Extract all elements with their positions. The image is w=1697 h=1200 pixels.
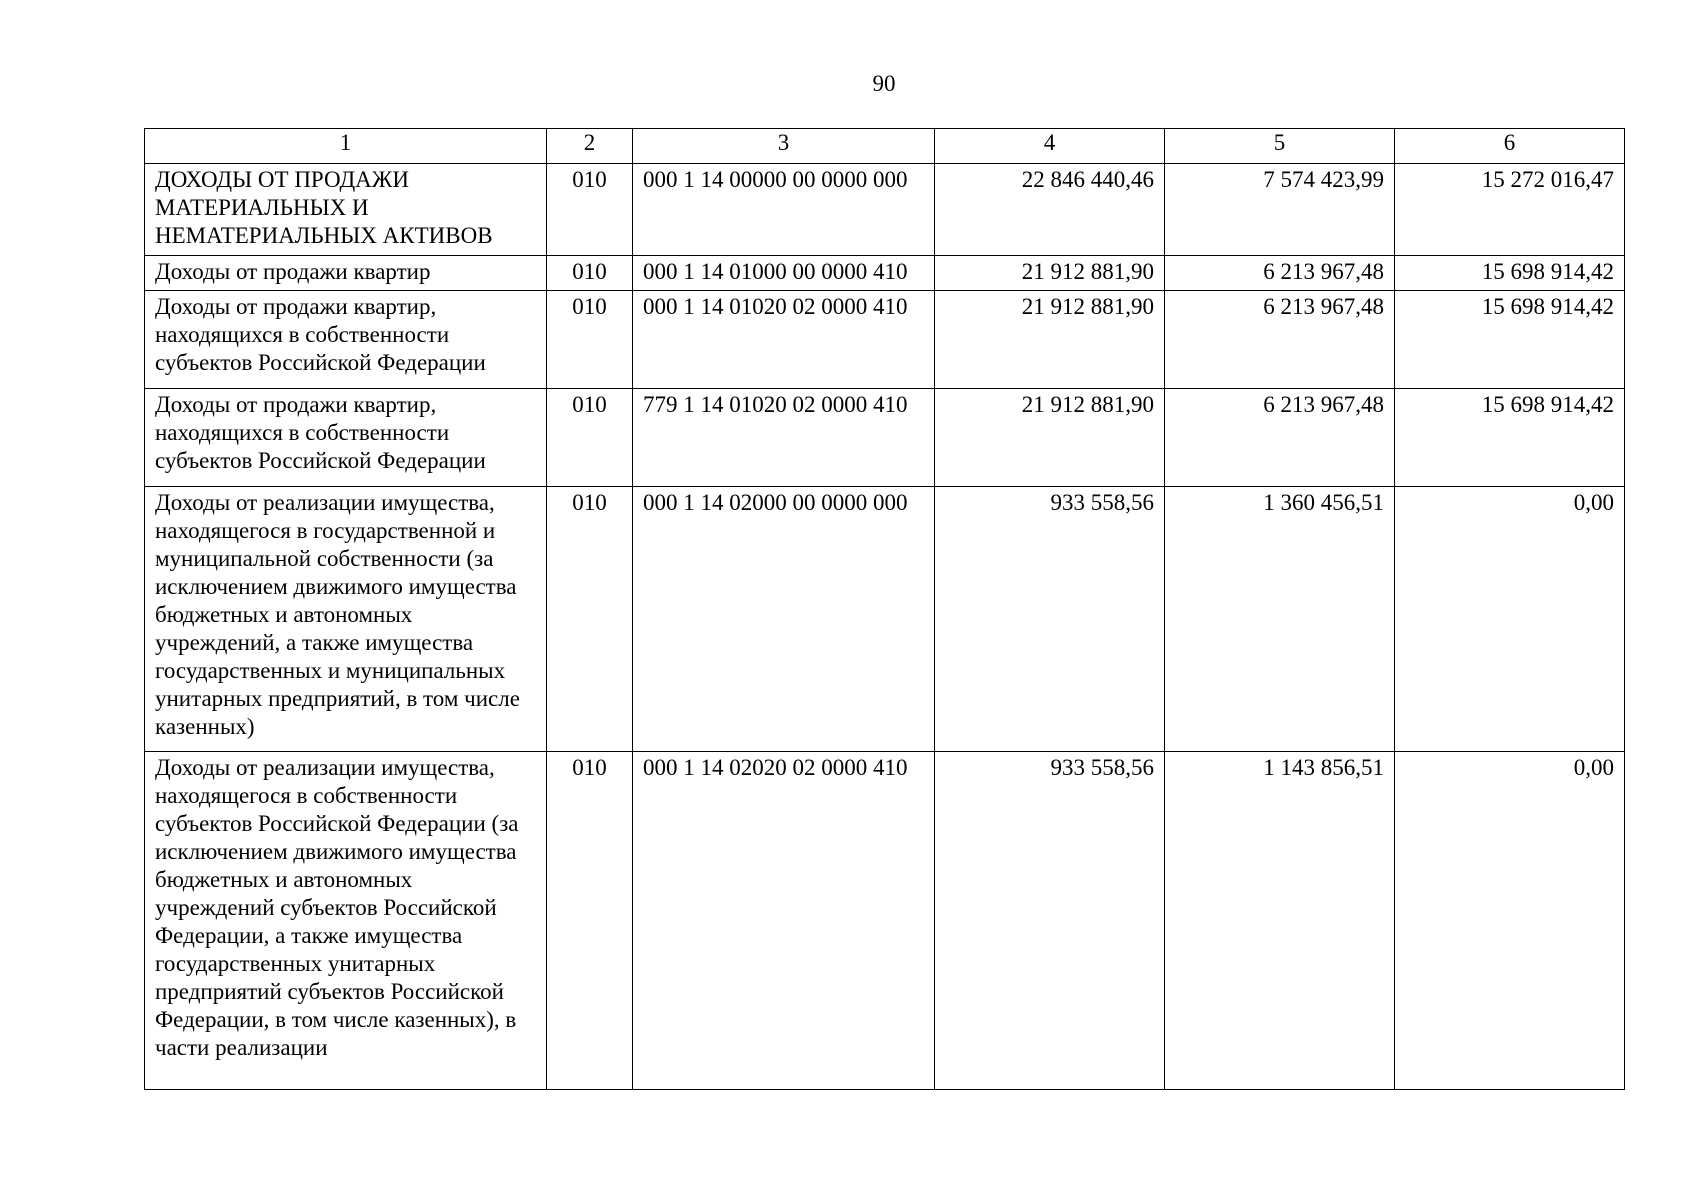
table-row [145, 256, 1625, 291]
row-line-code: 010 [547, 256, 633, 291]
page-number: 90 [872, 71, 896, 96]
column-header: 2 [547, 129, 633, 164]
table-row [145, 752, 1625, 1090]
row-col5-value: 6 213 967,48 [1165, 291, 1395, 389]
row-name: Доходы от продажи квартир, находящихся в собственности субъектов Российской Федерации [145, 291, 547, 389]
row-col4-value: 22 846 440,46 [935, 164, 1165, 256]
row-name: ДОХОДЫ ОТ ПРОДАЖИ МАТЕРИАЛЬНЫХ И НЕМАТЕРИАЛЬНЫХ АКТИВОВ [145, 164, 547, 256]
column-header: 4 [935, 129, 1165, 164]
row-line-code: 010 [547, 164, 633, 256]
row-col5-value: 6 213 967,48 [1165, 256, 1395, 291]
row-col4-value: 21 912 881,90 [935, 389, 1165, 487]
row-line-code: 010 [547, 291, 633, 389]
row-col6-value: 0,00 [1395, 752, 1625, 1090]
row-name: Доходы от продажи квартир [145, 256, 547, 291]
row-col6-value: 15 698 914,42 [1395, 389, 1625, 487]
column-header: 1 [145, 129, 547, 164]
row-col6-value: 15 698 914,42 [1395, 256, 1625, 291]
row-income-code: 000 1 14 02000 00 0000 000 [633, 487, 935, 752]
row-col5-value: 7 574 423,99 [1165, 164, 1395, 256]
row-name: Доходы от реализации имущества, находящегося в государственной и муниципальной собственности (за исключением движимого имущества бюджетных и автономных учреждений, а также имущества государственных и муниципальных унитарных предприятий, в том числе казенных) [145, 487, 547, 752]
row-line-code: 010 [547, 752, 633, 1090]
row-col6-value: 0,00 [1395, 487, 1625, 752]
row-line-code: 010 [547, 487, 633, 752]
row-col5-value: 1 143 856,51 [1165, 752, 1395, 1090]
row-col5-value: 6 213 967,48 [1165, 389, 1395, 487]
row-income-code: 000 1 14 01000 00 0000 410 [633, 256, 935, 291]
table-row [145, 389, 1625, 487]
table-row [145, 487, 1625, 752]
row-col4-value: 933 558,56 [935, 752, 1165, 1090]
row-col4-value: 933 558,56 [935, 487, 1165, 752]
table-row [145, 164, 1625, 256]
row-name: Доходы от реализации имущества, находящегося в собственности субъектов Российской Федерации (за исключением движимого имущества бюджетных и автономных учреждений субъектов Российской Федерации, а также имущества государственных унитарных предприятий субъектов Российской Федерации, в том числе казенных), в части реализации [145, 752, 547, 1090]
row-line-code: 010 [547, 389, 633, 487]
row-income-code: 000 1 14 00000 00 0000 000 [633, 164, 935, 256]
column-header: 6 [1395, 129, 1625, 164]
income-table [144, 128, 1625, 1090]
row-income-code: 000 1 14 02020 02 0000 410 [633, 752, 935, 1090]
row-income-code: 000 1 14 01020 02 0000 410 [633, 291, 935, 389]
table-header-row [145, 129, 1625, 164]
column-header: 3 [633, 129, 935, 164]
row-col4-value: 21 912 881,90 [935, 256, 1165, 291]
row-col4-value: 21 912 881,90 [935, 291, 1165, 389]
row-col5-value: 1 360 456,51 [1165, 487, 1395, 752]
row-name: Доходы от продажи квартир, находящихся в собственности субъектов Российской Федерации [145, 389, 547, 487]
row-income-code: 779 1 14 01020 02 0000 410 [633, 389, 935, 487]
column-header: 5 [1165, 129, 1395, 164]
row-col6-value: 15 698 914,42 [1395, 291, 1625, 389]
table-row [145, 291, 1625, 389]
row-col6-value: 15 272 016,47 [1395, 164, 1625, 256]
